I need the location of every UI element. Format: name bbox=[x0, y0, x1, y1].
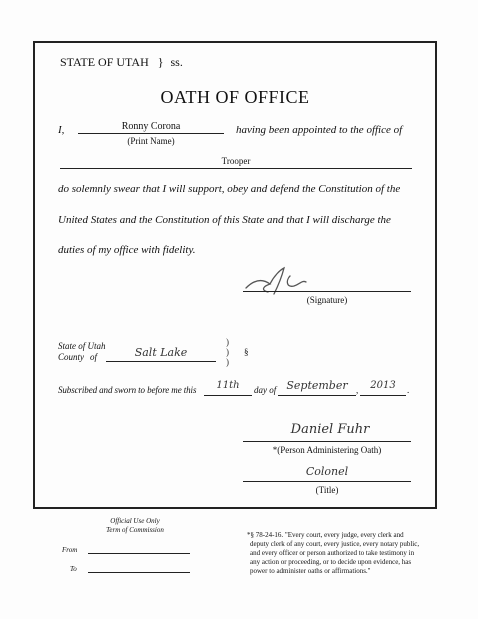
print-name-label: (Print Name) bbox=[127, 136, 175, 146]
oath-paragraph-line-1: do solemnly swear that I will support, obey and defend the Constitution of the bbox=[58, 183, 401, 195]
statute-line-1: *§ 78-24-16. "Every court, every judge, every clerk and bbox=[247, 531, 404, 539]
subscribed-year: 2013 bbox=[370, 380, 396, 391]
subscribed-day-of: day of bbox=[254, 385, 277, 395]
oath-signature-icon bbox=[240, 262, 330, 298]
office-value: Trooper bbox=[221, 156, 251, 166]
statute-line-4: any action or proceeding, or to decide upon evidence, has bbox=[250, 558, 412, 566]
state-heading bbox=[60, 55, 183, 70]
venue-of-label: of bbox=[90, 352, 98, 362]
oath-form-border bbox=[33, 41, 437, 509]
official-use-label: Official Use Only bbox=[110, 517, 160, 525]
section-symbol: § bbox=[244, 347, 249, 357]
administrator-label: *(Person Administering Oath) bbox=[272, 445, 382, 455]
to-underline bbox=[88, 572, 190, 573]
signature-underline bbox=[243, 291, 411, 292]
statute-line-2: deputy clerk of any court, every justice, every notary public, bbox=[250, 540, 420, 548]
appointed-text: having been appointed to the office of bbox=[236, 124, 403, 136]
subscribed-period: . bbox=[407, 385, 410, 395]
signature-label: (Signature) bbox=[306, 295, 348, 305]
document-title: OATH OF OFFICE bbox=[160, 87, 310, 107]
venue-county-value: Salt Lake bbox=[134, 346, 188, 359]
year-underline bbox=[360, 395, 406, 396]
day-underline bbox=[204, 395, 252, 396]
title-underline bbox=[243, 481, 411, 482]
statute-line-3: and every officer or person authorized to take testimony in bbox=[250, 549, 415, 557]
oath-paragraph-line-3: duties of my office with fidelity. bbox=[58, 244, 196, 256]
brace-icon: } bbox=[157, 55, 164, 69]
subscribed-day: 11th bbox=[216, 380, 240, 391]
county-underline bbox=[106, 361, 216, 362]
from-underline bbox=[88, 553, 190, 554]
month-underline bbox=[278, 395, 356, 396]
subscribed-comma: , bbox=[356, 385, 359, 395]
administrator-signature: Daniel Fuhr bbox=[290, 422, 370, 437]
name-underline bbox=[78, 133, 224, 134]
ss-label: ss. bbox=[170, 55, 183, 69]
oath-name-value: Ronny Corona bbox=[121, 121, 181, 132]
office-underline bbox=[60, 168, 412, 169]
state-name: STATE OF UTAH bbox=[60, 55, 149, 69]
administrator-underline bbox=[243, 441, 411, 442]
oath-paragraph-line-2: United States and the Constitution of this State and that I will discharge the bbox=[58, 214, 391, 226]
oath-i-label: I, bbox=[58, 124, 65, 136]
term-of-commission-label: Term of Commission bbox=[106, 526, 164, 534]
venue-county-label: County bbox=[58, 352, 84, 362]
venue-brace-icon: ) ) ) bbox=[226, 337, 229, 367]
title-value: Colonel bbox=[305, 465, 349, 478]
subscribed-month: September bbox=[286, 379, 348, 392]
to-label: To bbox=[70, 565, 77, 573]
subscribed-text: Subscribed and sworn to before me this bbox=[58, 385, 197, 395]
statute-line-5: power to administer oaths or affirmations." bbox=[250, 567, 371, 575]
from-label: From bbox=[62, 546, 78, 554]
title-label: (Title) bbox=[315, 485, 339, 495]
venue-state: State of Utah bbox=[58, 341, 106, 351]
